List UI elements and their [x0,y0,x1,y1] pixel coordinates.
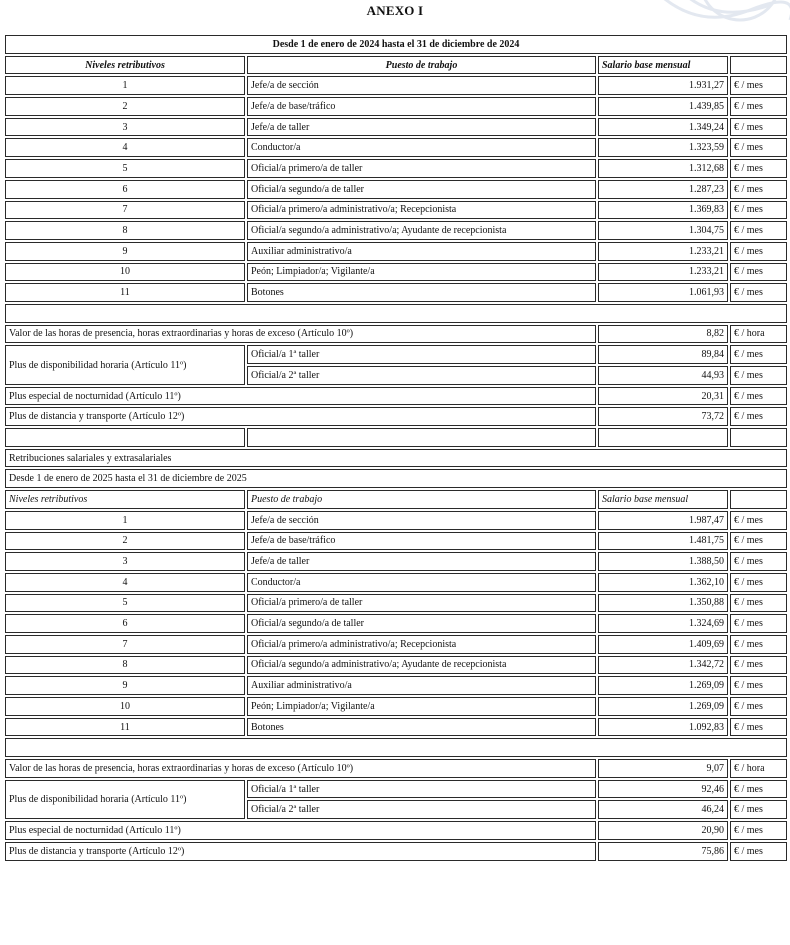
distance-label: Plus de distancia y transporte (Artículo 12º) [5,407,596,426]
job-cell: Botones [247,718,596,737]
amount-cell: 1.233,21 [598,242,728,261]
availability-job: Oficial/a 1ª taller [247,780,596,799]
availability-job: Oficial/a 1ª taller [247,345,596,364]
level-cell: 8 [5,656,245,675]
table-row [5,76,787,95]
table-row [5,263,787,282]
unit-cell: € / mes [730,138,787,157]
period-2024-heading-row [5,35,787,54]
unit-cell: € / mes [730,180,787,199]
availability-unit: € / mes [730,345,787,364]
table-row [5,635,787,654]
level-cell: 2 [5,532,245,551]
level-cell: 5 [5,594,245,613]
amount-cell: 1.931,27 [598,76,728,95]
header-job: Puesto de trabajo [247,56,596,75]
header-level: Niveles retributivos [5,56,245,75]
amount-cell: 1.369,83 [598,201,728,220]
unit-cell: € / mes [730,242,787,261]
level-cell: 8 [5,221,245,240]
hours-amount: 9,07 [598,759,728,778]
distance-unit: € / mes [730,842,787,861]
availability-job: Oficial/a 2ª taller [247,800,596,819]
availability-amount: 89,84 [598,345,728,364]
night-unit: € / mes [730,821,787,840]
availability-row [5,780,787,799]
job-cell: Oficial/a primero/a administrativo/a; Recepcionista [247,201,596,220]
availability-amount: 92,46 [598,780,728,799]
header-job: Puesto de trabajo [247,490,596,509]
distance-amount: 75,86 [598,842,728,861]
distance-unit: € / mes [730,407,787,426]
salary-table [3,33,789,863]
distance-row [5,842,787,861]
amount-cell: 1.312,68 [598,159,728,178]
table-row [5,614,787,633]
job-cell: Oficial/a primero/a administrativo/a; Recepcionista [247,635,596,654]
table-row [5,676,787,695]
job-cell: Auxiliar administrativo/a [247,242,596,261]
unit-cell: € / mes [730,118,787,137]
spacer-cell [5,304,787,323]
empty-row [5,428,787,447]
amount-cell: 1.233,21 [598,263,728,282]
availability-amount: 46,24 [598,800,728,819]
amount-cell: 1.409,69 [598,635,728,654]
amount-cell: 1.481,75 [598,532,728,551]
unit-cell: € / mes [730,676,787,695]
table-row [5,697,787,716]
night-row [5,387,787,406]
level-cell: 6 [5,614,245,633]
amount-cell: 1.342,72 [598,656,728,675]
amount-cell: 1.388,50 [598,552,728,571]
level-cell: 10 [5,697,245,716]
amount-cell: 1.061,93 [598,283,728,302]
amount-cell: 1.987,47 [598,511,728,530]
distance-label: Plus de distancia y transporte (Artículo 12º) [5,842,596,861]
availability-amount: 44,93 [598,366,728,385]
level-cell: 5 [5,159,245,178]
level-cell: 11 [5,718,245,737]
hours-label: Valor de las horas de presencia, horas extraordinarias y horas de exceso (Artículo 10º) [5,759,596,778]
hours-unit: € / hora [730,759,787,778]
job-cell: Conductor/a [247,138,596,157]
level-cell: 2 [5,97,245,116]
amount-cell: 1.287,23 [598,180,728,199]
amount-cell: 1.362,10 [598,573,728,592]
page-title: ANEXO I [366,3,424,18]
night-amount: 20,31 [598,387,728,406]
night-amount: 20,90 [598,821,728,840]
availability-row [5,345,787,364]
job-cell: Jefe/a de sección [247,511,596,530]
empty-cell [247,428,596,447]
amount-cell: 1.439,85 [598,97,728,116]
level-cell: 4 [5,138,245,157]
unit-cell: € / mes [730,511,787,530]
unit-cell: € / mes [730,552,787,571]
amount-cell: 1.092,83 [598,718,728,737]
job-cell: Botones [247,283,596,302]
unit-cell: € / mes [730,221,787,240]
spacer-row [5,738,787,757]
level-cell: 1 [5,511,245,530]
unit-cell: € / mes [730,614,787,633]
table-row [5,573,787,592]
table-row [5,221,787,240]
job-cell: Oficial/a primero/a de taller [247,159,596,178]
table-row [5,552,787,571]
night-label: Plus especial de nocturnidad (Artículo 11º) [5,387,596,406]
level-cell: 4 [5,573,245,592]
amount-cell: 1.304,75 [598,221,728,240]
table-row [5,201,787,220]
header-unit-cell [730,56,787,75]
job-cell: Conductor/a [247,573,596,592]
unit-cell: € / mes [730,159,787,178]
empty-cell [5,428,245,447]
job-cell: Peón; Limpiador/a; Vigilante/a [247,263,596,282]
job-cell: Jefe/a de sección [247,76,596,95]
header-salary: Salario base mensual [598,490,728,509]
table-row [5,97,787,116]
table-row [5,180,787,199]
table-row [5,594,787,613]
level-cell: 10 [5,263,245,282]
availability-unit: € / mes [730,780,787,799]
job-cell: Oficial/a segundo/a administrativo/a; Ayudante de recepcionista [247,221,596,240]
hours-label: Valor de las horas de presencia, horas extraordinarias y horas de exceso (Artículo 10º) [5,325,596,344]
unit-cell: € / mes [730,635,787,654]
level-cell: 9 [5,242,245,261]
distance-row [5,407,787,426]
availability-label: Plus de disponibilidad horaria (Artículo 11º) [5,780,245,819]
spacer-row [5,304,787,323]
header-salary: Salario base mensual [598,56,728,75]
unit-cell: € / mes [730,201,787,220]
section-label-row [5,449,787,468]
hours-unit: € / hora [730,325,787,344]
spacer-cell [5,738,787,757]
empty-cell [598,428,728,447]
job-cell: Jefe/a de base/tráfico [247,97,596,116]
empty-cell [730,428,787,447]
amount-cell: 1.350,88 [598,594,728,613]
level-cell: 6 [5,180,245,199]
level-cell: 1 [5,76,245,95]
unit-cell: € / mes [730,594,787,613]
job-cell: Oficial/a segundo/a de taller [247,614,596,633]
job-cell: Oficial/a segundo/a administrativo/a; Ayudante de recepcionista [247,656,596,675]
level-cell: 11 [5,283,245,302]
hours-row [5,759,787,778]
job-cell: Oficial/a segundo/a de taller [247,180,596,199]
unit-cell: € / mes [730,283,787,302]
unit-cell: € / mes [730,263,787,282]
table-row [5,159,787,178]
night-label: Plus especial de nocturnidad (Artículo 11º) [5,821,596,840]
unit-cell: € / mes [730,97,787,116]
header-level: Niveles retributivos [5,490,245,509]
hours-row [5,325,787,344]
job-cell: Jefe/a de base/tráfico [247,532,596,551]
header-row [5,490,787,509]
unit-cell: € / mes [730,532,787,551]
period-2025-heading: Desde 1 de enero de 2025 hasta el 31 de diciembre de 2025 [5,469,787,488]
table-row [5,138,787,157]
section-label: Retribuciones salariales y extrasalariales [5,449,787,468]
table-row [5,718,787,737]
unit-cell: € / mes [730,573,787,592]
table-row [5,118,787,137]
level-cell: 7 [5,635,245,654]
amount-cell: 1.349,24 [598,118,728,137]
hours-amount: 8,82 [598,325,728,344]
level-cell: 3 [5,118,245,137]
unit-cell: € / mes [730,656,787,675]
distance-amount: 73,72 [598,407,728,426]
night-unit: € / mes [730,387,787,406]
amount-cell: 1.324,69 [598,614,728,633]
job-cell: Jefe/a de taller [247,552,596,571]
job-cell: Peón; Limpiador/a; Vigilante/a [247,697,596,716]
table-row [5,656,787,675]
amount-cell: 1.323,59 [598,138,728,157]
unit-cell: € / mes [730,76,787,95]
table-row [5,242,787,261]
period-2025-heading-row [5,469,787,488]
table-row [5,532,787,551]
header-unit-cell [730,490,787,509]
level-cell: 7 [5,201,245,220]
amount-cell: 1.269,09 [598,697,728,716]
availability-unit: € / mes [730,800,787,819]
job-cell: Oficial/a primero/a de taller [247,594,596,613]
job-cell: Auxiliar administrativo/a [247,676,596,695]
night-row [5,821,787,840]
amount-cell: 1.269,09 [598,676,728,695]
level-cell: 9 [5,676,245,695]
unit-cell: € / mes [730,718,787,737]
unit-cell: € / mes [730,697,787,716]
table-row [5,511,787,530]
availability-unit: € / mes [730,366,787,385]
availability-job: Oficial/a 2ª taller [247,366,596,385]
period-2024-heading: Desde 1 de enero de 2024 hasta el 31 de diciembre de 2024 [5,35,787,54]
level-cell: 3 [5,552,245,571]
table-row [5,283,787,302]
job-cell: Jefe/a de taller [247,118,596,137]
availability-label: Plus de disponibilidad horaria (Artículo 11º) [5,345,245,384]
header-row [5,56,787,75]
